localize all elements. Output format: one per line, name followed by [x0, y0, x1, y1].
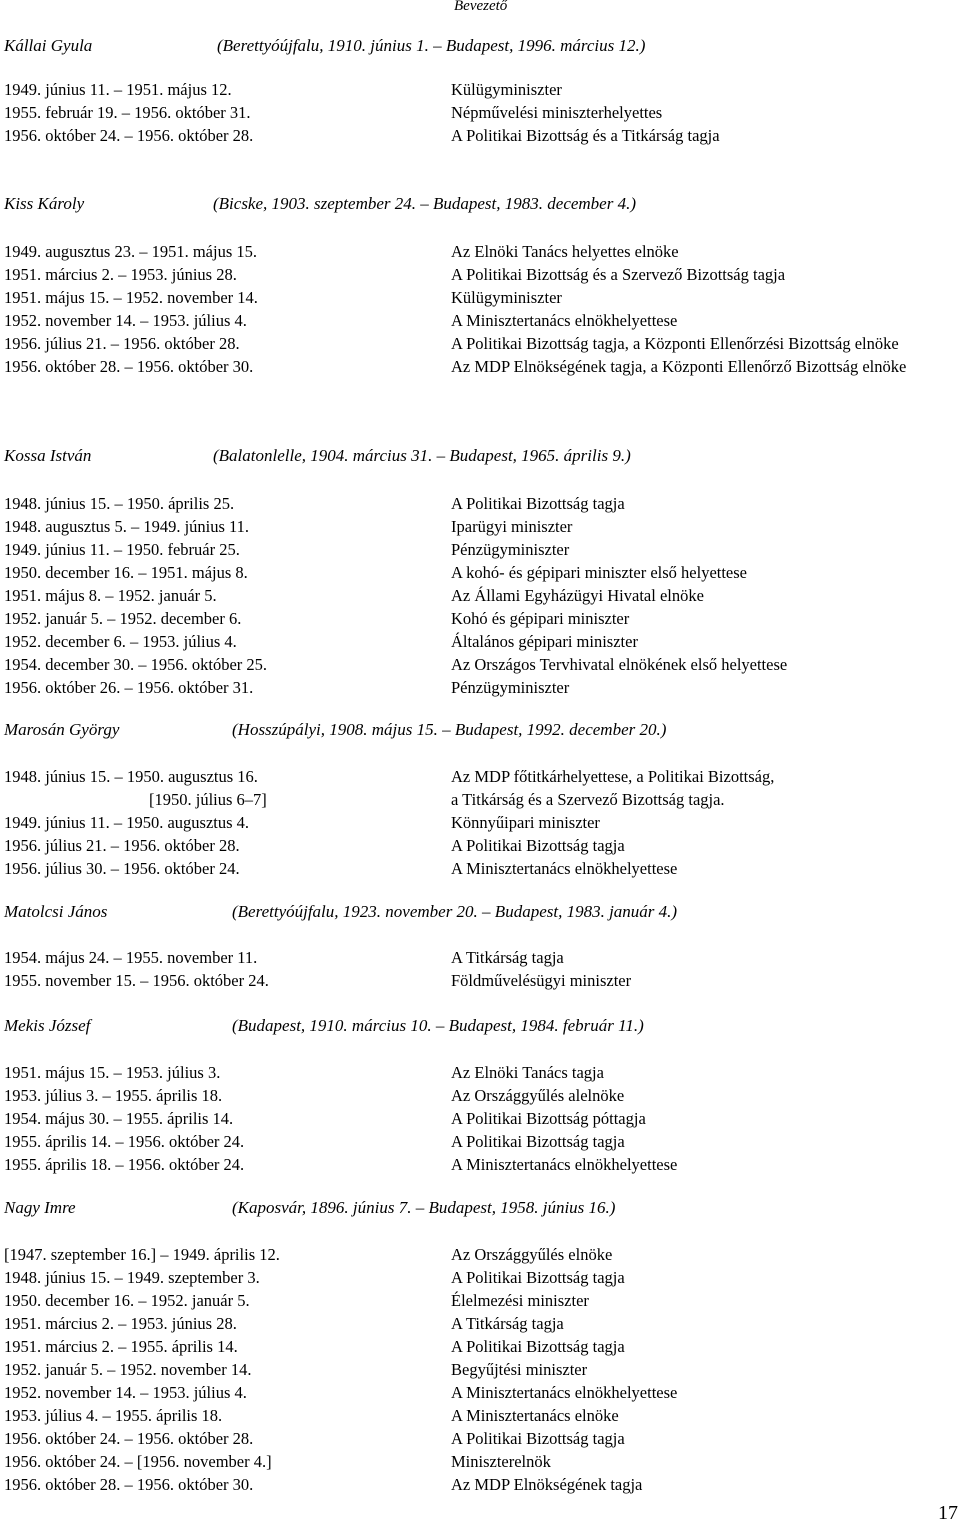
- term-dates: 1956. október 28. – 1956. október 30.: [4, 1475, 254, 1494]
- term-row: [4, 78, 960, 101]
- term-dates: 1949. június 11. – 1951. május 12.: [4, 80, 232, 99]
- term-row: [4, 969, 960, 992]
- term-dates: 1956. július 30. – 1956. október 24.: [4, 859, 240, 878]
- term-list: [4, 78, 960, 147]
- term-row: [4, 332, 960, 355]
- term-role: Népművelési miniszterhelyettes: [451, 103, 663, 122]
- term-row: [4, 286, 960, 309]
- term-dates: [1947. szeptember 16.] – 1949. április 12.: [4, 1245, 280, 1264]
- term-role: Az Állami Egyházügyi Hivatal elnöke: [451, 586, 704, 605]
- person-life-dates: (Berettyóújfalu, 1923. november 20. – Budapest, 1983. január 4.): [232, 902, 678, 921]
- person-life-dates: (Hosszúpályi, 1908. május 15. – Budapest, 1992. december 20.): [232, 720, 667, 739]
- term-role: Az Elnöki Tanács tagja: [451, 1063, 604, 1082]
- term-row: [4, 1153, 960, 1176]
- term-dates: 1951. március 2. – 1953. június 28.: [4, 1314, 237, 1333]
- term-role: A Politikai Bizottság tagja: [451, 1337, 625, 1356]
- term-role: Kohó és gépipari miniszter: [451, 609, 630, 628]
- term-dates: 1951. május 8. – 1952. január 5.: [4, 586, 217, 605]
- person-name: Kossa István: [4, 446, 92, 465]
- term-dates: 1953. július 3. – 1955. április 18.: [4, 1086, 223, 1105]
- term-row: [4, 1243, 960, 1266]
- term-row: [4, 1450, 960, 1473]
- term-role: A Titkárság tagja: [451, 1314, 564, 1333]
- term-row: [4, 811, 960, 834]
- term-row: [4, 1427, 960, 1450]
- term-row: [4, 1084, 960, 1107]
- term-dates: 1955. április 18. – 1956. október 24.: [4, 1155, 245, 1174]
- term-dates: 1956. október 28. – 1956. október 30.: [4, 357, 254, 376]
- term-list: [4, 240, 960, 378]
- term-role: Az Országos Tervhivatal elnökének első helyettese: [451, 655, 788, 674]
- page-number: 17: [938, 1502, 958, 1524]
- term-dates: 1956. október 24. – [1956. november 4.]: [4, 1452, 272, 1471]
- person-name: Matolcsi János: [4, 902, 108, 921]
- term-role: A Politikai Bizottság tagja: [451, 836, 625, 855]
- term-role: Élelmezési miniszter: [451, 1291, 589, 1310]
- term-role: Az Országgyűlés alelnöke: [451, 1086, 625, 1105]
- term-role: Külügyminiszter: [451, 80, 562, 99]
- term-role: Külügyminiszter: [451, 288, 562, 307]
- term-row: [4, 263, 960, 286]
- term-dates: 1952. január 5. – 1952. december 6.: [4, 609, 242, 628]
- term-dates: 1951. május 15. – 1953. július 3.: [4, 1063, 221, 1082]
- term-row: [4, 240, 960, 263]
- term-dates: 1954. május 30. – 1955. április 14.: [4, 1109, 234, 1128]
- person-life-dates: (Budapest, 1910. március 10. – Budapest, 1984. február 11.): [232, 1016, 644, 1035]
- term-role: a Titkárság és a Szervező Bizottság tagja.: [451, 790, 725, 809]
- term-dates: 1954. december 30. – 1956. október 25.: [4, 655, 268, 674]
- term-dates: 1952. január 5. – 1952. november 14.: [4, 1360, 252, 1379]
- term-row: [4, 765, 960, 788]
- term-dates: 1951. május 15. – 1952. november 14.: [4, 288, 258, 307]
- term-row: [4, 1335, 960, 1358]
- person-name: Kiss Károly: [4, 194, 85, 213]
- term-dates: 1955. április 14. – 1956. október 24.: [4, 1132, 245, 1151]
- term-dates: 1950. december 16. – 1951. május 8.: [4, 563, 248, 582]
- term-row: [4, 309, 960, 332]
- term-role: Az MDP Elnökségének tagja, a Központi Ellenőrző Bizottság elnöke: [451, 357, 907, 376]
- term-row: [4, 1130, 960, 1153]
- term-role: A Politikai Bizottság tagja: [451, 494, 625, 513]
- term-role: A Politikai Bizottság tagja: [451, 1268, 625, 1287]
- term-dates: 1956. október 24. – 1956. október 28.: [4, 126, 254, 145]
- term-role: A Politikai Bizottság tagja: [451, 1429, 625, 1448]
- term-list: [4, 1243, 960, 1496]
- term-row: [4, 584, 960, 607]
- term-role: A Politikai Bizottság tagja: [451, 1132, 625, 1151]
- term-dates: 1948. június 15. – 1950. április 25.: [4, 494, 235, 513]
- term-dates: 1954. május 24. – 1955. november 11.: [4, 948, 258, 967]
- term-role: Pénzügyminiszter: [451, 678, 570, 697]
- term-role: A Politikai Bizottság és a Szervező Bizottság tagja: [451, 265, 786, 284]
- term-row: [4, 1381, 960, 1404]
- term-row: [4, 1358, 960, 1381]
- person-name: Nagy Imre: [4, 1198, 76, 1217]
- term-dates: 1952. november 14. – 1953. július 4.: [4, 1383, 247, 1402]
- term-role: Általános gépipari miniszter: [451, 632, 638, 651]
- term-row: [4, 1107, 960, 1130]
- term-role: Pénzügyminiszter: [451, 540, 570, 559]
- term-dates: 1955. november 15. – 1956. október 24.: [4, 971, 269, 990]
- person-life-dates: (Berettyóújfalu, 1910. június 1. – Budapest, 1996. március 12.): [217, 36, 646, 55]
- term-dates: 1956. október 24. – 1956. október 28.: [4, 1429, 254, 1448]
- term-dates: 1952. december 6. – 1953. július 4.: [4, 632, 237, 651]
- term-role: Miniszterelnök: [451, 1452, 551, 1471]
- term-role: Könnyűipari miniszter: [451, 813, 600, 832]
- term-list: [4, 492, 960, 699]
- term-dates: 1948. június 15. – 1950. augusztus 16.: [4, 767, 258, 786]
- term-row: [4, 1312, 960, 1335]
- person-name: Mekis József: [4, 1016, 91, 1035]
- person-life-dates: (Balatonlelle, 1904. március 31. – Budapest, 1965. április 9.): [213, 446, 631, 465]
- term-row: [4, 676, 960, 699]
- term-role: A Politikai Bizottság tagja, a Központi Ellenőrzési Bizottság elnöke: [451, 334, 899, 353]
- term-row: [4, 561, 960, 584]
- term-dates: [1950. július 6–7]: [149, 790, 267, 809]
- term-list: [4, 1061, 960, 1176]
- term-role: Az MDP főtitkárhelyettese, a Politikai Bizottság,: [451, 767, 775, 786]
- term-role: A Minisztertanács elnöke: [451, 1406, 619, 1425]
- term-dates: 1948. június 15. – 1949. szeptember 3.: [4, 1268, 260, 1287]
- term-role: A Politikai Bizottság és a Titkárság tagja: [451, 126, 720, 145]
- term-row: [4, 857, 960, 880]
- term-dates: 1950. december 16. – 1952. január 5.: [4, 1291, 250, 1310]
- term-row: [4, 630, 960, 653]
- term-role: Az MDP Elnökségének tagja: [451, 1475, 643, 1494]
- term-row: [4, 1289, 960, 1312]
- term-dates: 1951. március 2. – 1955. április 14.: [4, 1337, 238, 1356]
- term-role: Az Országgyűlés elnöke: [451, 1245, 613, 1264]
- term-row: [4, 1266, 960, 1289]
- term-row: [4, 834, 960, 857]
- term-role: A Minisztertanács elnökhelyettese: [451, 1383, 678, 1402]
- term-dates: 1949. június 11. – 1950. augusztus 4.: [4, 813, 250, 832]
- term-dates: 1956. október 26. – 1956. október 31.: [4, 678, 254, 697]
- person-name: Marosán György: [4, 720, 120, 739]
- term-role: A Minisztertanács elnökhelyettese: [451, 859, 678, 878]
- term-role: Az Elnöki Tanács helyettes elnöke: [451, 242, 679, 261]
- term-list: [4, 946, 960, 992]
- term-row: [4, 1473, 960, 1496]
- term-dates: 1953. július 4. – 1955. április 18.: [4, 1406, 223, 1425]
- term-role: Iparügyi miniszter: [451, 517, 573, 536]
- term-row: [4, 101, 960, 124]
- term-row: [4, 788, 960, 811]
- term-role: A Politikai Bizottság póttagja: [451, 1109, 646, 1128]
- term-dates: 1956. július 21. – 1956. október 28.: [4, 836, 240, 855]
- term-row: [4, 355, 960, 378]
- term-role: Földművelésügyi miniszter: [451, 971, 632, 990]
- term-row: [4, 538, 960, 561]
- term-dates: 1951. március 2. – 1953. június 28.: [4, 265, 237, 284]
- term-row: [4, 492, 960, 515]
- term-dates: 1955. február 19. – 1956. október 31.: [4, 103, 251, 122]
- term-dates: 1949. augusztus 23. – 1951. május 15.: [4, 242, 257, 261]
- term-row: [4, 607, 960, 630]
- term-role: Begyűjtési miniszter: [451, 1360, 588, 1379]
- person-life-dates: (Kaposvár, 1896. június 7. – Budapest, 1958. június 16.): [232, 1198, 616, 1217]
- term-dates: 1949. június 11. – 1950. február 25.: [4, 540, 240, 559]
- term-row: [4, 1061, 960, 1084]
- term-role: A Titkárság tagja: [451, 948, 564, 967]
- term-row: [4, 124, 960, 147]
- running-header: Bevezető: [454, 0, 508, 14]
- term-dates: 1956. július 21. – 1956. október 28.: [4, 334, 240, 353]
- term-row: [4, 515, 960, 538]
- term-role: A kohó- és gépipari miniszter első helyettese: [451, 563, 748, 582]
- term-dates: 1948. augusztus 5. – 1949. június 11.: [4, 517, 250, 536]
- term-row: [4, 946, 960, 969]
- term-role: A Minisztertanács elnökhelyettese: [451, 311, 678, 330]
- term-dates: 1952. november 14. – 1953. július 4.: [4, 311, 247, 330]
- person-life-dates: (Bicske, 1903. szeptember 24. – Budapest, 1983. december 4.): [213, 194, 637, 213]
- term-list: [4, 765, 960, 880]
- term-row: [4, 653, 960, 676]
- term-row: [4, 1404, 960, 1427]
- term-role: A Minisztertanács elnökhelyettese: [451, 1155, 678, 1174]
- person-name: Kállai Gyula: [4, 36, 93, 55]
